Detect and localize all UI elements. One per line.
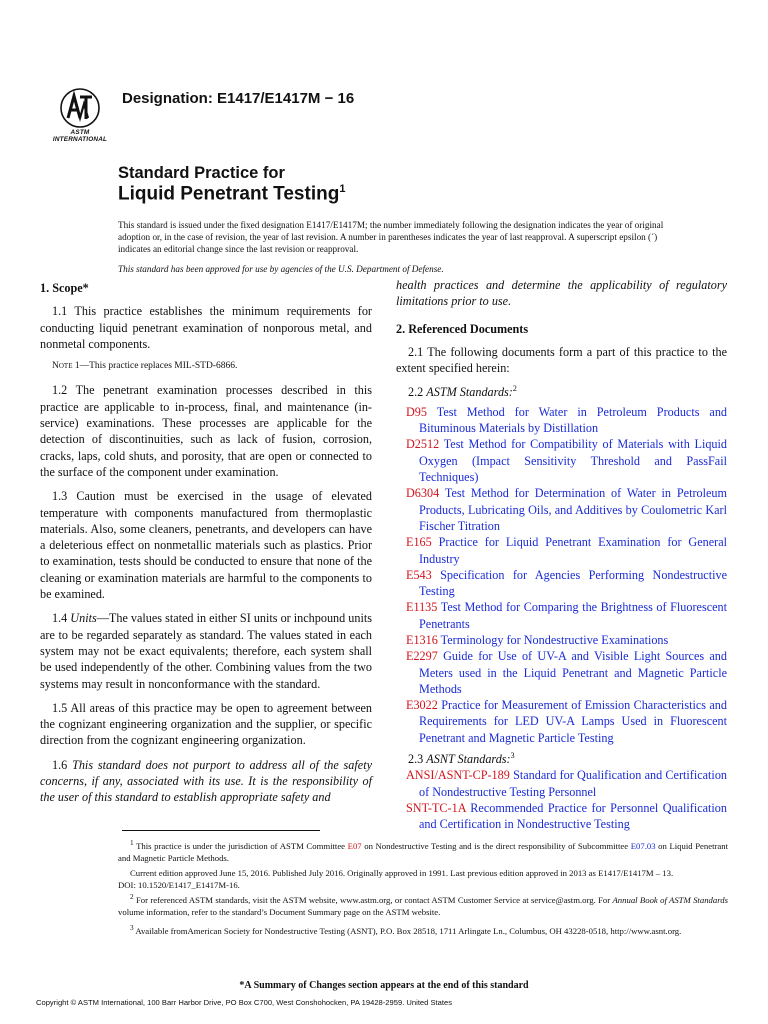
astm-label-text: ASTM Standards: <box>426 385 513 400</box>
reference-title-link[interactable]: Practice for Measurement of Emission Characteristics and Requirements for LED UV-A Lamps Used in Fluorescent Penetrant and Magnetic Particle Testing <box>419 698 727 745</box>
reference-code-link[interactable]: D6304 <box>406 486 440 501</box>
reference-entry <box>396 800 727 833</box>
para-1-6-num: 1.6 <box>52 757 73 772</box>
reference-entry <box>396 697 727 746</box>
astm-reference-list <box>396 404 727 746</box>
reference-title-link[interactable]: Test Method for Determination of Water in Petroleum Products, Lubricating Oils, and Additives by Coulometric Karl Fischer Titration <box>419 486 727 533</box>
asnt-label-num: 2.3 <box>408 752 427 767</box>
astm-label-sup: 2 <box>512 384 517 394</box>
para-1-6-italic: This standard does not purport to address all of the safety concerns, if any, associated with its use. It is the responsibility of the user of this standard to establish appropriate safety and <box>40 757 372 805</box>
reference-title-link[interactable]: Terminology for Nondestructive Examinations <box>440 633 669 647</box>
para-1-4 <box>40 610 372 691</box>
astm-label-num: 2.2 <box>408 385 427 400</box>
para-1-4-num: 1.4 <box>52 611 71 626</box>
reference-code-link[interactable]: D95 <box>406 404 427 419</box>
fn1-text-b: on Nondestructive Testing and is the direct responsibility of Subcommittee <box>361 840 631 851</box>
left-column <box>40 277 372 806</box>
footnote-divider <box>122 830 320 831</box>
para-1-5: 1.5 All areas of this practice may be open to agreement between the cognizant engineering organization and the supplier, or specific direction from the cognizant engineering organization. <box>40 700 372 748</box>
fn3-text: Available fromAmerican Society for Nondestructive Testing (ASNT), P.O. Box 28518, 1711 Arlingate Ln., Columbus, OH 43228-0518, http://www.asnt.org. <box>135 925 682 936</box>
para-1-3: 1.3 Caution must be exercised in the usage of elevated temperature with components manufactured from thermoplastic materials. Also, some cleaners, penetrants, and developers can have a deleterious effect on nonmetallic materials such as plastics. Prior to examination, tests should be conducted to ensure that none of the cleaning or examination materials are harmful to the components to be examined. <box>40 489 372 602</box>
para-1-6-continued: health practices and determine the applicability of regulatory limitations prior to use. <box>396 278 727 309</box>
reference-code-link[interactable]: ANSI/ASNT-CP-189 <box>406 768 510 783</box>
fn1-link-e07[interactable]: E07 <box>347 840 362 851</box>
note-1 <box>40 358 372 374</box>
fn2-text-a: For referenced ASTM standards, visit the ASTM website, www.astm.org, or contact ASTM Customer Service at service@astm.org. For <box>135 894 613 905</box>
reference-entry <box>396 632 727 648</box>
reference-title-link[interactable]: Practice for Liquid Penetrant Examination for General Industry <box>419 535 727 566</box>
page-title <box>118 183 345 205</box>
reference-title-link[interactable]: Test Method for Comparing the Brightness of Fluorescent Penetrants <box>419 600 727 631</box>
summary-of-changes-note: *A Summary of Changes section appears at the end of this standard <box>239 980 529 991</box>
reference-title-link[interactable]: Test Method for Water in Petroleum Products and Bituminous Materials by Distillation <box>419 404 728 436</box>
fn1-link-e0703[interactable]: E07.03 <box>630 840 656 851</box>
para-1-4-text: —The values stated in either SI units or inchpound units are to be regarded separately as standard. The values stated in each system may not be exact equivalents; therefore, each system shall be used independently of the other. Combining values from the two systems may result in nonconformance with the standard. <box>40 611 372 691</box>
asnt-standards-label <box>396 748 727 767</box>
reference-code-link[interactable]: D2512 <box>406 437 440 452</box>
section-scope-heading: 1. Scope* <box>40 281 89 295</box>
reference-code-link[interactable]: E543 <box>406 567 432 582</box>
reference-entry <box>396 534 727 567</box>
reference-code-link[interactable]: E165 <box>406 535 432 550</box>
fn1-text-a: This practice is under the jurisdiction of ASTM Committee <box>136 840 348 851</box>
copyright-line: Copyright © ASTM International, 100 Barr Harbor Drive, PO Box C700, West Conshohocken, PA 19428-2959. United States <box>36 998 453 1007</box>
para-1-6 <box>40 757 372 806</box>
reference-entry <box>396 767 727 800</box>
reference-code-link[interactable]: SNT-TC-1A <box>406 801 466 816</box>
reference-title-link[interactable]: Recommended Practice for Personnel Qualification and Certification in Nondestructive Testing <box>419 801 727 832</box>
right-column <box>396 277 727 833</box>
fn1-marker: 1 <box>130 839 134 847</box>
title-text: Liquid Penetrant Testing <box>118 183 340 205</box>
reference-entry <box>396 436 727 485</box>
title-line1: Standard Practice for <box>118 164 285 182</box>
reference-entry <box>396 599 727 632</box>
para-1-2: 1.2 The penetrant examination processes described in this practice are applicable to in-process, final, and maintenance (in-service) examinations. These processes are applicable for the detection of discontinuities, such as lack of fusion, corrosion, cracks, laps, cold shuts, and porosity, that are open or connected to the surface of the component under examination. <box>40 383 372 479</box>
note-text: —This practice replaces MIL-STD-6866. <box>79 361 238 372</box>
astm-logo <box>44 84 116 143</box>
asnt-label-sup: 3 <box>510 751 515 761</box>
reference-entry <box>396 567 727 600</box>
issuance-note: This standard is issued under the fixed designation E1417/E1417M; the number immediately following the designation indicates the year of original adoption or, in the case of revision, the year of last revision. A number in parentheses indicates the year of last reapproval. A superscript epsilon (´) indicates an editorial change since the last revision or reapproval. <box>118 220 664 254</box>
reference-entry <box>396 485 727 534</box>
fn2-italic: Annual Book of ASTM Standards <box>612 894 729 905</box>
reference-title-link[interactable]: Guide for Use of UV-A and Visible Light Sources and Meters used in the Liquid Penetrant and Magnetic Particle Methods <box>419 649 727 696</box>
dod-approval: This standard has been approved for use by agencies of the U.S. Department of Defense. <box>118 264 444 274</box>
reference-code-link[interactable]: E1135 <box>406 600 438 615</box>
astm-standards-label <box>396 381 727 400</box>
reference-entry <box>396 648 727 697</box>
para-1-4-italic: Units <box>70 611 97 626</box>
para-2-1: 2.1 The following documents form a part of this practice to the extent specified herein: <box>396 344 727 376</box>
footnote-3 <box>118 923 728 938</box>
footnote-1 <box>118 838 728 864</box>
fn3-marker: 3 <box>130 923 134 932</box>
reference-code-link[interactable]: E1316 <box>406 633 438 647</box>
asnt-reference-list <box>396 767 727 832</box>
reference-entry <box>396 404 727 437</box>
title-footnote-marker: 1 <box>339 183 346 195</box>
footnote-doi: DOI: 10.1520/E1417_E1417M-16. <box>118 880 240 891</box>
footnote-edition: Current edition approved June 15, 2016. Published July 2016. Originally approved in 1991. Last previous edition approved in 2013 as E1417/E1417M – 13. <box>130 868 674 879</box>
section-refdocs-heading: 2. Referenced Documents <box>396 321 529 336</box>
reference-title-link[interactable]: Standard for Qualification and Certification of Nondestructive Testing Personnel <box>419 768 728 799</box>
reference-code-link[interactable]: E3022 <box>406 698 438 713</box>
fn2-text-b: volume information, refer to the standard’s Document Summary page on the ASTM website. <box>118 906 441 917</box>
logo-text: ASTM INTERNATIONAL <box>52 129 108 143</box>
designation: Designation: E1417/E1417M − 16 <box>122 90 355 107</box>
note-label: Note 1 <box>52 361 80 372</box>
footnote-2 <box>118 892 728 918</box>
reference-title-link[interactable]: Specification for Agencies Performing Nondestructive Testing <box>419 567 727 599</box>
reference-title-link[interactable]: Test Method for Compatibility of Materials with Liquid Oxygen (Impact Sensitivity Threshold and PassFail Techniques) <box>419 437 727 485</box>
fn2-marker: 2 <box>130 893 134 902</box>
fn1-text-c: on Liquid Penetrant and Magnetic Particle Methods. <box>118 840 729 863</box>
asnt-label-text: ASNT Standards: <box>426 752 511 767</box>
reference-code-link[interactable]: E2297 <box>406 649 438 664</box>
para-1-1: 1.1 This practice establishes the minimum requirements for conducting liquid penetrant examination of nonporous metal, and nonmetal components. <box>40 304 372 351</box>
footnotes <box>118 838 728 937</box>
